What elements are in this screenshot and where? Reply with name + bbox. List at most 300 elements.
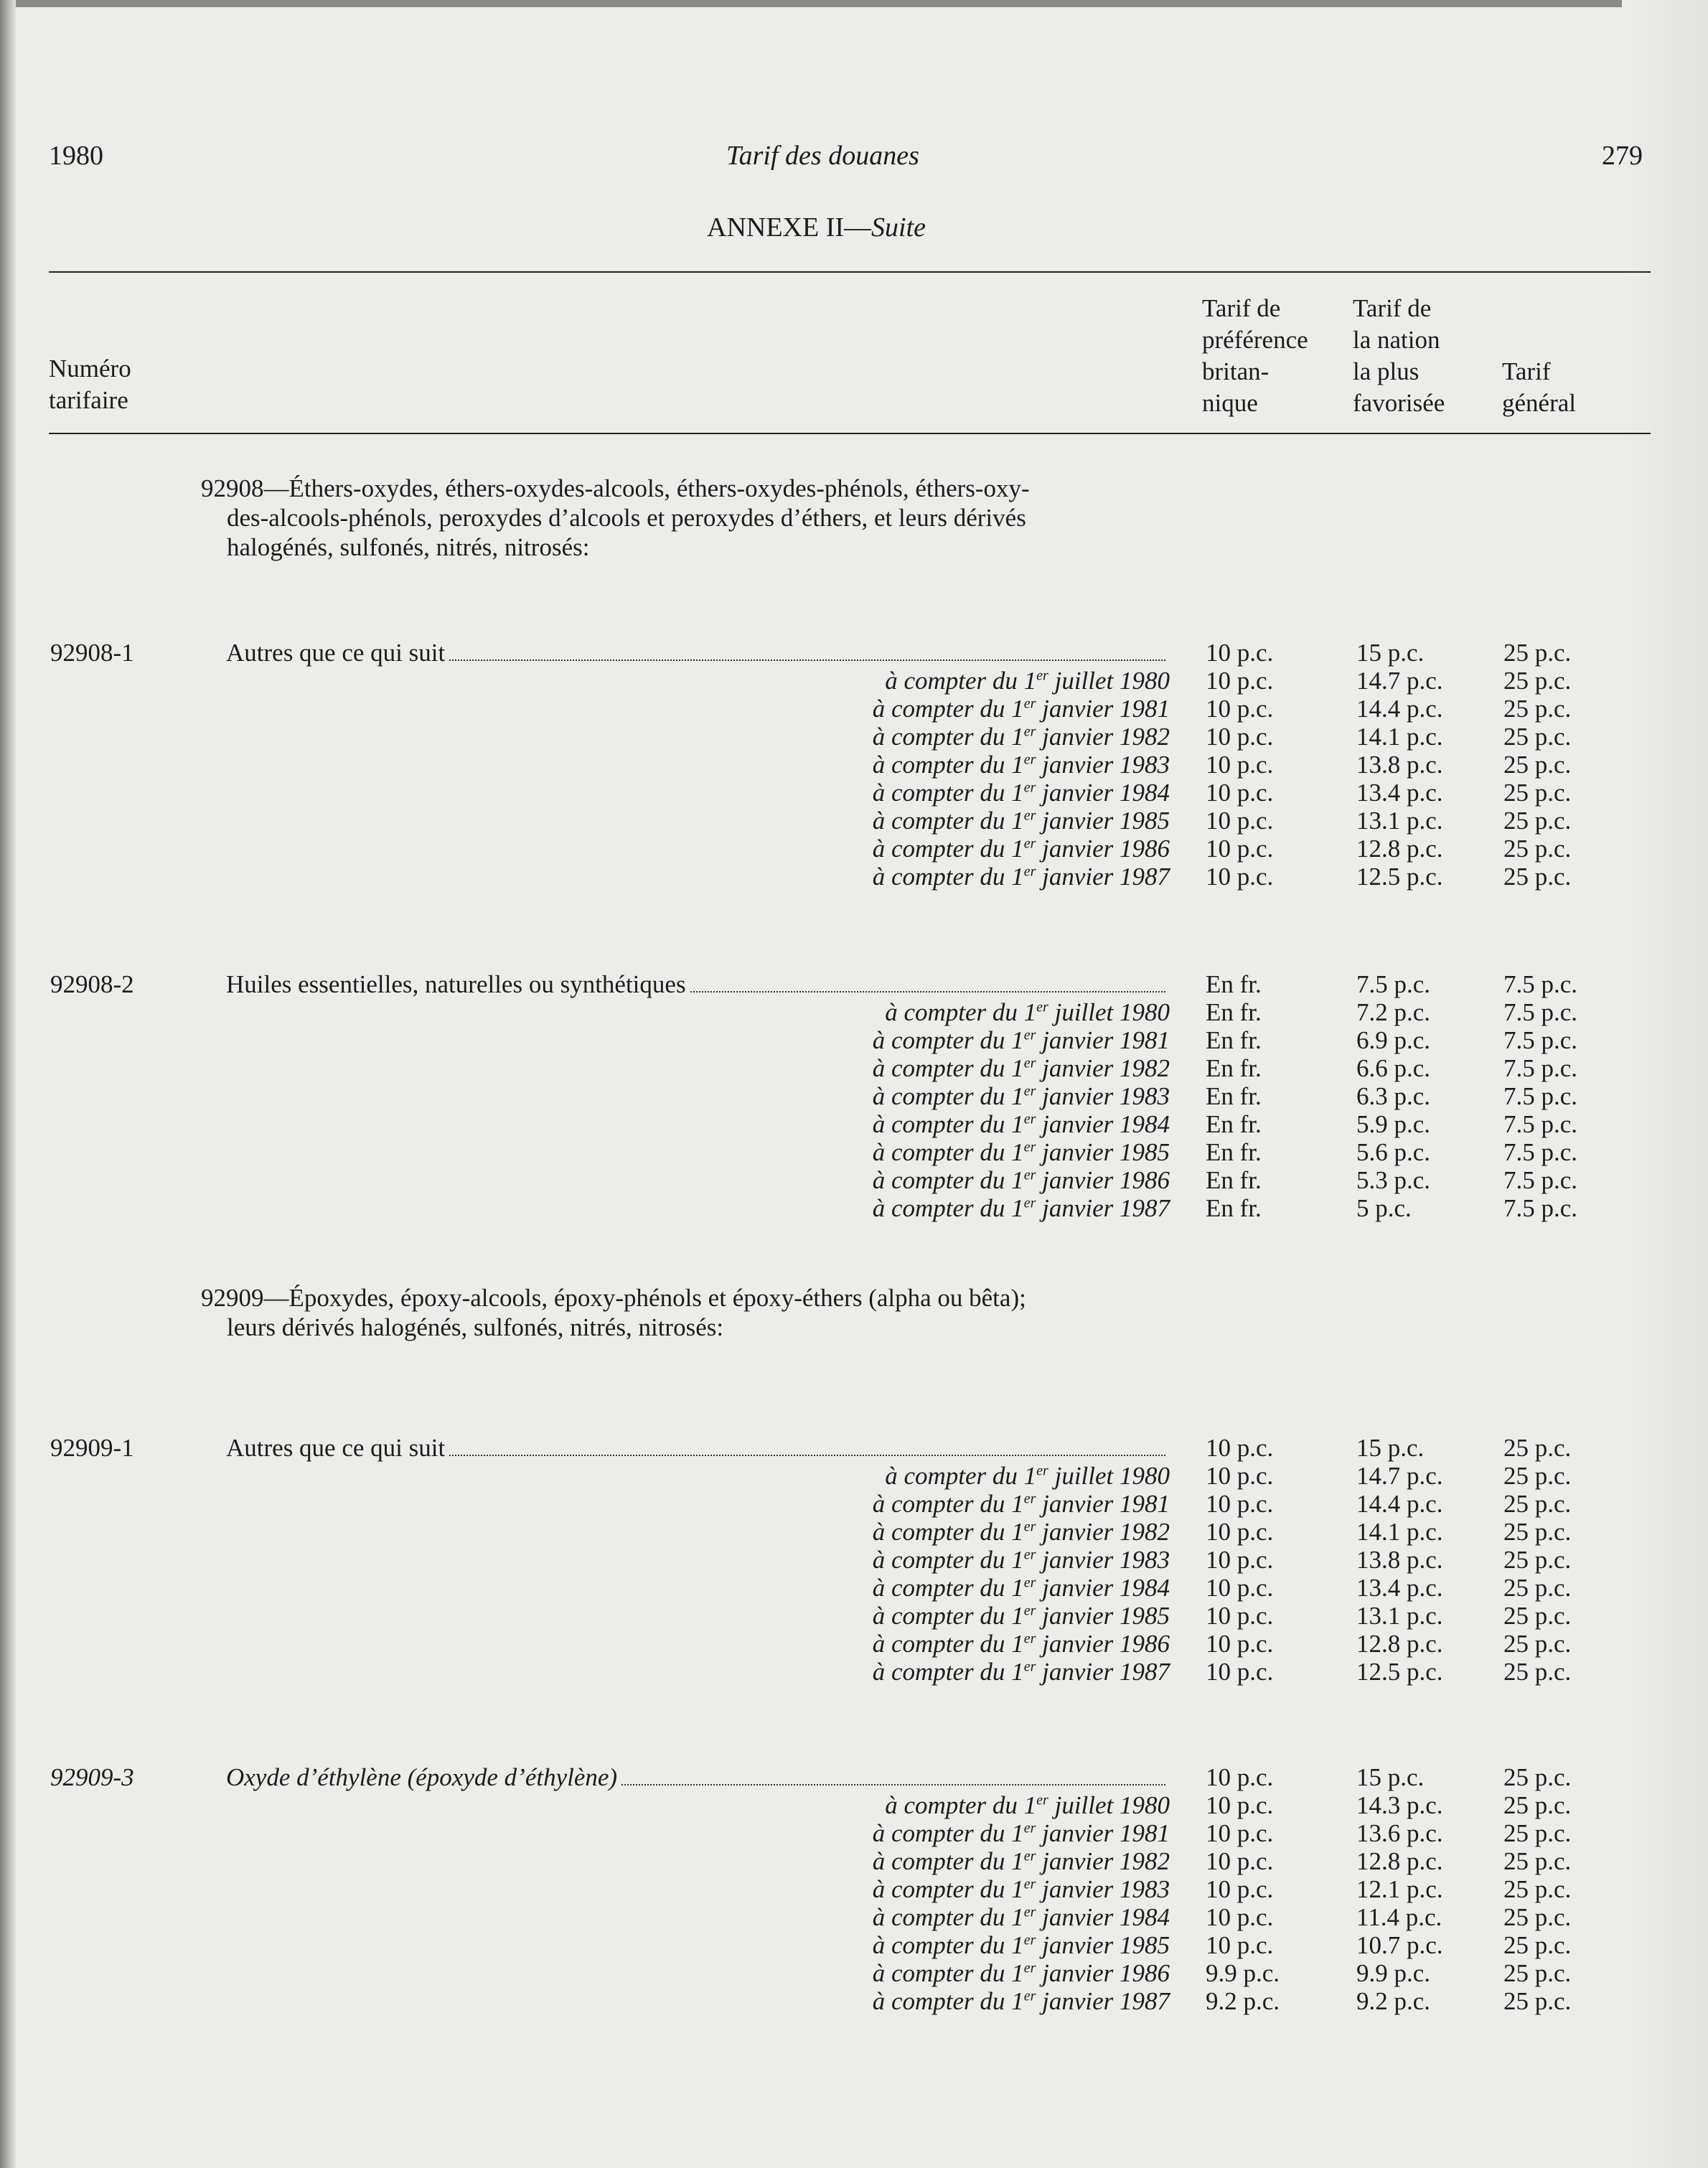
staging-prefix: à compter du 1 bbox=[872, 1959, 1024, 1987]
staging-prefix: à compter du 1 bbox=[872, 1166, 1024, 1194]
staged-row bbox=[0, 1791, 1708, 1819]
staging-prefix: à compter du 1 bbox=[872, 1490, 1024, 1518]
rate-bpt: 10 p.c. bbox=[1206, 639, 1274, 667]
staging-when: janvier 1987 bbox=[1036, 1194, 1170, 1222]
staged-row bbox=[0, 1987, 1708, 2015]
rate-bpt: 10 p.c. bbox=[1206, 1763, 1274, 1791]
staged-row bbox=[0, 1602, 1708, 1630]
rate-general: 25 p.c. bbox=[1503, 1434, 1572, 1462]
staged-row bbox=[0, 863, 1708, 891]
rate-bpt: En fr. bbox=[1206, 1082, 1262, 1110]
staging-prefix: à compter du 1 bbox=[872, 863, 1024, 891]
ordinal-suffix: er bbox=[1023, 807, 1036, 824]
rate-bpt: 10 p.c. bbox=[1206, 1490, 1274, 1518]
rate-bpt: 9.9 p.c. bbox=[1206, 1959, 1280, 1987]
ordinal-suffix: er bbox=[1023, 779, 1036, 796]
rate-general: 25 p.c. bbox=[1503, 751, 1572, 779]
staging-date bbox=[873, 1138, 1170, 1166]
staging-date bbox=[873, 1054, 1170, 1082]
ordinal-suffix: er bbox=[1023, 1055, 1036, 1071]
rate-mfn: 5.9 p.c. bbox=[1356, 1110, 1431, 1138]
staging-prefix: à compter du 1 bbox=[885, 1791, 1037, 1819]
staging-when: janvier 1983 bbox=[1036, 1546, 1170, 1574]
header-year: 1980 bbox=[49, 141, 103, 171]
rate-bpt: 10 p.c. bbox=[1206, 1546, 1274, 1574]
staging-date bbox=[873, 1602, 1170, 1630]
staging-when: janvier 1984 bbox=[1036, 779, 1170, 807]
staged-row bbox=[0, 1518, 1708, 1546]
ordinal-suffix: er bbox=[1036, 1463, 1048, 1479]
staging-when: juillet 1980 bbox=[1048, 1462, 1170, 1490]
rate-mfn: 14.7 p.c. bbox=[1356, 1462, 1443, 1490]
staging-prefix: à compter du 1 bbox=[872, 695, 1024, 723]
staging-prefix: à compter du 1 bbox=[872, 1138, 1024, 1166]
staging-when: janvier 1982 bbox=[1036, 1518, 1170, 1546]
staged-row bbox=[0, 1819, 1708, 1847]
rate-general: 25 p.c. bbox=[1503, 667, 1572, 695]
rate-mfn: 14.4 p.c. bbox=[1356, 695, 1443, 723]
ordinal-suffix: er bbox=[1023, 1195, 1036, 1211]
rate-general: 25 p.c. bbox=[1503, 723, 1572, 751]
rate-bpt: 10 p.c. bbox=[1206, 695, 1274, 723]
annex-title-main: ANNEXE II— bbox=[707, 212, 872, 243]
rate-general: 7.5 p.c. bbox=[1503, 1166, 1578, 1194]
staging-prefix: à compter du 1 bbox=[872, 1054, 1024, 1082]
rate-mfn: 13.4 p.c. bbox=[1356, 1574, 1443, 1602]
staging-date bbox=[873, 1166, 1170, 1194]
tariff-code: 92909-1 bbox=[50, 1434, 134, 1462]
rate-bpt: En fr. bbox=[1206, 1110, 1262, 1138]
staged-row bbox=[0, 1138, 1708, 1166]
rate-general: 25 p.c. bbox=[1503, 639, 1572, 667]
staging-when: janvier 1982 bbox=[1036, 723, 1170, 751]
rate-general: 25 p.c. bbox=[1503, 835, 1572, 863]
staging-date bbox=[873, 1987, 1170, 2015]
rate-general: 25 p.c. bbox=[1503, 779, 1572, 807]
section-heading-line: 92909—Époxydes, époxy-alcools, époxy-phénols et époxy-éthers (alpha ou bêta); bbox=[201, 1284, 1026, 1312]
staging-prefix: à compter du 1 bbox=[872, 1847, 1024, 1875]
rate-mfn: 10.7 p.c. bbox=[1356, 1931, 1443, 1959]
rate-general: 25 p.c. bbox=[1503, 1847, 1572, 1875]
ordinal-suffix: er bbox=[1023, 1820, 1036, 1836]
rate-bpt: 9.2 p.c. bbox=[1206, 1987, 1280, 2015]
rate-general: 25 p.c. bbox=[1503, 1630, 1572, 1658]
staging-date bbox=[873, 751, 1170, 779]
rate-mfn: 12.1 p.c. bbox=[1356, 1875, 1443, 1903]
rate-mfn: 7.5 p.c. bbox=[1356, 970, 1431, 998]
staging-date bbox=[873, 1658, 1170, 1686]
staged-row bbox=[0, 1959, 1708, 1987]
staged-row bbox=[0, 1166, 1708, 1194]
col-head-mfn bbox=[1353, 293, 1445, 419]
rate-general: 25 p.c. bbox=[1503, 863, 1572, 891]
rate-bpt: En fr. bbox=[1206, 1138, 1262, 1166]
staging-date bbox=[873, 1847, 1170, 1875]
rate-general: 25 p.c. bbox=[1503, 1875, 1572, 1903]
staged-row bbox=[0, 779, 1708, 807]
rate-mfn: 13.8 p.c. bbox=[1356, 751, 1443, 779]
staged-row bbox=[0, 1490, 1708, 1518]
rate-bpt: 10 p.c. bbox=[1206, 1574, 1274, 1602]
rate-general: 25 p.c. bbox=[1503, 1903, 1572, 1931]
rate-bpt: 10 p.c. bbox=[1206, 863, 1274, 891]
staged-row bbox=[0, 1847, 1708, 1875]
section-heading-line: leurs dérivés halogénés, sulfonés, nitrés, nitrosés: bbox=[227, 1313, 724, 1341]
staging-when: janvier 1986 bbox=[1036, 835, 1170, 863]
rate-general: 25 p.c. bbox=[1503, 1819, 1572, 1847]
rate-general: 7.5 p.c. bbox=[1503, 1110, 1578, 1138]
staging-date bbox=[873, 1630, 1170, 1658]
rate-mfn: 12.5 p.c. bbox=[1356, 863, 1443, 891]
ordinal-suffix: er bbox=[1023, 1630, 1036, 1647]
rate-general: 7.5 p.c. bbox=[1503, 998, 1578, 1026]
tariff-description-text: Oxyde d’éthylène (époxyde d’éthylène) bbox=[226, 1763, 618, 1791]
staging-when: janvier 1987 bbox=[1036, 1658, 1170, 1686]
dot-leader bbox=[449, 1455, 1165, 1456]
rate-general: 25 p.c. bbox=[1503, 1462, 1572, 1490]
tariff-description-text: Autres que ce qui suit bbox=[226, 639, 446, 667]
staging-prefix: à compter du 1 bbox=[872, 1875, 1024, 1903]
staging-date bbox=[873, 695, 1170, 723]
staging-date bbox=[873, 1518, 1170, 1546]
staging-prefix: à compter du 1 bbox=[885, 998, 1037, 1026]
rate-bpt: 10 p.c. bbox=[1206, 835, 1274, 863]
staging-when: janvier 1982 bbox=[1036, 1054, 1170, 1082]
staging-when: janvier 1985 bbox=[1036, 1138, 1170, 1166]
staged-row bbox=[0, 1194, 1708, 1222]
rate-general: 7.5 p.c. bbox=[1503, 970, 1578, 998]
rate-mfn: 12.5 p.c. bbox=[1356, 1658, 1443, 1686]
section-heading-line: 92908—Éthers-oxydes, éthers-oxydes-alcools, éthers-oxydes-phénols, éthers-oxy- bbox=[201, 474, 1030, 502]
rate-bpt: 10 p.c. bbox=[1206, 1518, 1274, 1546]
annex-title bbox=[707, 212, 926, 243]
ordinal-suffix: er bbox=[1023, 1111, 1036, 1127]
rate-bpt: En fr. bbox=[1206, 1026, 1262, 1054]
rate-bpt: 10 p.c. bbox=[1206, 1847, 1274, 1875]
staging-date bbox=[873, 1026, 1170, 1054]
ordinal-suffix: er bbox=[1023, 1988, 1036, 2004]
staging-date bbox=[873, 723, 1170, 751]
rate-mfn: 14.3 p.c. bbox=[1356, 1791, 1443, 1819]
header-rule-top bbox=[49, 271, 1651, 273]
rate-bpt: 10 p.c. bbox=[1206, 1931, 1274, 1959]
col-head-numero-line: Numéro bbox=[49, 355, 131, 383]
rate-bpt: En fr. bbox=[1206, 1194, 1262, 1222]
staging-prefix: à compter du 1 bbox=[872, 1110, 1024, 1138]
staging-when: janvier 1987 bbox=[1036, 863, 1170, 891]
rate-mfn: 13.6 p.c. bbox=[1356, 1819, 1443, 1847]
header-title: Tarif des douanes bbox=[726, 141, 919, 171]
rate-mfn: 15 p.c. bbox=[1356, 1763, 1425, 1791]
staging-when: janvier 1982 bbox=[1036, 1847, 1170, 1875]
section-heading-line: des-alcools-phénols, peroxydes d’alcools et peroxydes d’éthers, et leurs dérivés bbox=[227, 504, 1026, 532]
rate-general: 25 p.c. bbox=[1503, 1959, 1572, 1987]
rate-general: 25 p.c. bbox=[1503, 1987, 1572, 2015]
staging-when: janvier 1984 bbox=[1036, 1574, 1170, 1602]
rate-mfn: 7.2 p.c. bbox=[1356, 998, 1431, 1026]
ordinal-suffix: er bbox=[1023, 1960, 1036, 1976]
rate-mfn: 12.8 p.c. bbox=[1356, 1630, 1443, 1658]
staged-row bbox=[0, 667, 1708, 695]
tariff-code: 92908-1 bbox=[50, 639, 134, 667]
tariff-description-text: Autres que ce qui suit bbox=[226, 1434, 446, 1462]
staged-row bbox=[0, 998, 1708, 1026]
rate-bpt: En fr. bbox=[1206, 1166, 1262, 1194]
col-head-mfn-line: favorisée bbox=[1353, 389, 1445, 417]
staged-row bbox=[0, 1658, 1708, 1686]
col-head-bpt bbox=[1202, 293, 1308, 419]
ordinal-suffix: er bbox=[1036, 999, 1048, 1015]
page-top-shadow bbox=[0, 0, 1708, 7]
staged-row bbox=[0, 1931, 1708, 1959]
rate-general: 25 p.c. bbox=[1503, 1763, 1572, 1791]
staging-when: janvier 1986 bbox=[1036, 1166, 1170, 1194]
staged-row bbox=[0, 1054, 1708, 1082]
rate-mfn: 13.1 p.c. bbox=[1356, 1602, 1443, 1630]
rate-bpt: 10 p.c. bbox=[1206, 1875, 1274, 1903]
staging-date bbox=[885, 1462, 1170, 1490]
staging-date bbox=[873, 1546, 1170, 1574]
rate-general: 7.5 p.c. bbox=[1503, 1082, 1578, 1110]
section-heading-line: halogénés, sulfonés, nitrés, nitrosés: bbox=[227, 533, 590, 561]
staging-when: janvier 1981 bbox=[1036, 1490, 1170, 1518]
dot-leader bbox=[621, 1784, 1165, 1785]
staging-prefix: à compter du 1 bbox=[872, 1602, 1024, 1630]
staging-prefix: à compter du 1 bbox=[872, 1987, 1024, 2015]
rate-mfn: 6.3 p.c. bbox=[1356, 1082, 1431, 1110]
ordinal-suffix: er bbox=[1023, 1848, 1036, 1864]
staging-when: janvier 1983 bbox=[1036, 751, 1170, 779]
rate-mfn: 9.2 p.c. bbox=[1356, 1987, 1431, 2015]
ordinal-suffix: er bbox=[1023, 1876, 1036, 1892]
col-head-mfn-line: la nation bbox=[1353, 326, 1440, 354]
section-heading-92909 bbox=[201, 1283, 1173, 1342]
staging-date bbox=[873, 1875, 1170, 1903]
rate-general: 25 p.c. bbox=[1503, 1658, 1572, 1686]
col-head-numero-line: tarifaire bbox=[49, 386, 128, 414]
staging-prefix: à compter du 1 bbox=[885, 1462, 1037, 1490]
ordinal-suffix: er bbox=[1036, 667, 1048, 684]
staging-prefix: à compter du 1 bbox=[872, 1546, 1024, 1574]
rate-general: 25 p.c. bbox=[1503, 1602, 1572, 1630]
rate-bpt: 10 p.c. bbox=[1206, 1602, 1274, 1630]
staged-row bbox=[0, 1875, 1708, 1903]
tariff-description-text: Huiles essentielles, naturelles ou synthétiques bbox=[226, 970, 686, 998]
rate-bpt: 10 p.c. bbox=[1206, 1819, 1274, 1847]
rate-general: 25 p.c. bbox=[1503, 1518, 1572, 1546]
col-head-bpt-line: britan- bbox=[1202, 357, 1270, 385]
col-head-bpt-line: préférence bbox=[1202, 326, 1308, 354]
rate-general: 25 p.c. bbox=[1503, 1574, 1572, 1602]
rate-bpt: 10 p.c. bbox=[1206, 1791, 1274, 1819]
col-head-numero bbox=[49, 353, 131, 416]
ordinal-suffix: er bbox=[1036, 1792, 1048, 1808]
staging-date bbox=[873, 1574, 1170, 1602]
staging-prefix: à compter du 1 bbox=[872, 1518, 1024, 1546]
rate-bpt: 10 p.c. bbox=[1206, 723, 1274, 751]
staging-prefix: à compter du 1 bbox=[872, 1630, 1024, 1658]
rate-mfn: 13.1 p.c. bbox=[1356, 807, 1443, 835]
ordinal-suffix: er bbox=[1023, 695, 1036, 712]
staging-when: janvier 1986 bbox=[1036, 1959, 1170, 1987]
staged-row bbox=[0, 751, 1708, 779]
ordinal-suffix: er bbox=[1023, 723, 1036, 740]
ordinal-suffix: er bbox=[1023, 1904, 1036, 1920]
rate-mfn: 12.8 p.c. bbox=[1356, 1847, 1443, 1875]
staged-row bbox=[0, 1110, 1708, 1138]
rate-bpt: 10 p.c. bbox=[1206, 751, 1274, 779]
rate-bpt: 10 p.c. bbox=[1206, 1434, 1274, 1462]
rate-bpt: 10 p.c. bbox=[1206, 1462, 1274, 1490]
rate-mfn: 12.8 p.c. bbox=[1356, 835, 1443, 863]
staging-prefix: à compter du 1 bbox=[872, 1082, 1024, 1110]
rate-bpt: 10 p.c. bbox=[1206, 807, 1274, 835]
staging-prefix: à compter du 1 bbox=[872, 1819, 1024, 1847]
dot-leader bbox=[690, 991, 1165, 993]
staging-date bbox=[873, 1082, 1170, 1110]
col-head-general bbox=[1502, 356, 1576, 419]
staging-when: janvier 1985 bbox=[1036, 807, 1170, 835]
rate-mfn: 13.4 p.c. bbox=[1356, 779, 1443, 807]
staging-when: janvier 1983 bbox=[1036, 1875, 1170, 1903]
ordinal-suffix: er bbox=[1023, 1139, 1036, 1155]
rate-mfn: 5.3 p.c. bbox=[1356, 1166, 1431, 1194]
tariff-code: 92908-2 bbox=[50, 970, 134, 998]
staged-row bbox=[0, 1026, 1708, 1054]
staging-date bbox=[873, 1959, 1170, 1987]
rate-general: 7.5 p.c. bbox=[1503, 1054, 1578, 1082]
staging-prefix: à compter du 1 bbox=[872, 807, 1024, 835]
rate-general: 7.5 p.c. bbox=[1503, 1194, 1578, 1222]
rate-general: 7.5 p.c. bbox=[1503, 1026, 1578, 1054]
ordinal-suffix: er bbox=[1023, 1547, 1036, 1563]
ordinal-suffix: er bbox=[1023, 863, 1036, 880]
rate-bpt: 10 p.c. bbox=[1206, 1903, 1274, 1931]
section-heading-92908 bbox=[201, 474, 1173, 562]
staging-date bbox=[885, 667, 1170, 695]
staging-date bbox=[873, 807, 1170, 835]
header-rule-bottom bbox=[49, 433, 1651, 434]
tariff-code: 92909-3 bbox=[50, 1763, 134, 1791]
staging-when: janvier 1983 bbox=[1036, 1082, 1170, 1110]
rate-general: 25 p.c. bbox=[1503, 1931, 1572, 1959]
staging-when: janvier 1985 bbox=[1036, 1931, 1170, 1959]
annex-title-suffix: Suite bbox=[871, 212, 926, 243]
staging-prefix: à compter du 1 bbox=[872, 1026, 1024, 1054]
staging-prefix: à compter du 1 bbox=[872, 1931, 1024, 1959]
rate-mfn: 6.6 p.c. bbox=[1356, 1054, 1431, 1082]
staging-prefix: à compter du 1 bbox=[872, 1903, 1024, 1931]
staging-prefix: à compter du 1 bbox=[872, 779, 1024, 807]
col-head-general-line: général bbox=[1502, 389, 1576, 417]
rate-mfn: 15 p.c. bbox=[1356, 639, 1425, 667]
ordinal-suffix: er bbox=[1023, 1932, 1036, 1948]
staging-when: janvier 1981 bbox=[1036, 1819, 1170, 1847]
staging-date bbox=[873, 779, 1170, 807]
rate-mfn: 9.9 p.c. bbox=[1356, 1959, 1431, 1987]
header-page-number: 279 bbox=[1602, 141, 1643, 171]
staged-row bbox=[0, 695, 1708, 723]
staging-prefix: à compter du 1 bbox=[872, 1194, 1024, 1222]
staging-when: janvier 1981 bbox=[1036, 1026, 1170, 1054]
ordinal-suffix: er bbox=[1023, 1519, 1036, 1535]
rate-mfn: 14.1 p.c. bbox=[1356, 1518, 1443, 1546]
ordinal-suffix: er bbox=[1023, 1083, 1036, 1099]
ordinal-suffix: er bbox=[1023, 1491, 1036, 1507]
staged-row bbox=[0, 1082, 1708, 1110]
staging-date bbox=[873, 1194, 1170, 1222]
staged-row bbox=[0, 1903, 1708, 1931]
rate-mfn: 5.6 p.c. bbox=[1356, 1138, 1431, 1166]
ordinal-suffix: er bbox=[1023, 835, 1036, 852]
staging-date bbox=[873, 1931, 1170, 1959]
ordinal-suffix: er bbox=[1023, 1027, 1036, 1043]
rate-general: 25 p.c. bbox=[1503, 1791, 1572, 1819]
staging-when: janvier 1985 bbox=[1036, 1602, 1170, 1630]
staging-prefix: à compter du 1 bbox=[872, 1574, 1024, 1602]
tariff-row bbox=[0, 1763, 1708, 1791]
staged-row bbox=[0, 723, 1708, 751]
staging-date bbox=[885, 1791, 1170, 1819]
staged-row bbox=[0, 835, 1708, 863]
rate-bpt: En fr. bbox=[1206, 970, 1262, 998]
staging-prefix: à compter du 1 bbox=[872, 751, 1024, 779]
tariff-row bbox=[0, 639, 1708, 667]
col-head-bpt-line: nique bbox=[1202, 389, 1258, 417]
staging-when: janvier 1981 bbox=[1036, 695, 1170, 723]
rate-general: 7.5 p.c. bbox=[1503, 1138, 1578, 1166]
staged-row bbox=[0, 1574, 1708, 1602]
staging-when: juillet 1980 bbox=[1048, 667, 1170, 695]
tariff-description bbox=[226, 970, 1170, 998]
rate-mfn: 5 p.c. bbox=[1356, 1194, 1412, 1222]
rate-mfn: 14.7 p.c. bbox=[1356, 667, 1443, 695]
col-head-mfn-line: la plus bbox=[1353, 357, 1420, 385]
rate-bpt: 10 p.c. bbox=[1206, 1658, 1274, 1686]
tariff-row bbox=[0, 970, 1708, 998]
ordinal-suffix: er bbox=[1023, 1575, 1036, 1591]
staging-when: janvier 1986 bbox=[1036, 1630, 1170, 1658]
staging-prefix: à compter du 1 bbox=[872, 835, 1024, 863]
col-head-bpt-line: Tarif de bbox=[1202, 294, 1281, 322]
staging-when: janvier 1987 bbox=[1036, 1987, 1170, 2015]
staging-date bbox=[873, 1490, 1170, 1518]
rate-general: 25 p.c. bbox=[1503, 695, 1572, 723]
staging-prefix: à compter du 1 bbox=[885, 667, 1037, 695]
rate-bpt: 10 p.c. bbox=[1206, 779, 1274, 807]
staging-date bbox=[873, 835, 1170, 863]
col-head-mfn-line: Tarif de bbox=[1353, 294, 1432, 322]
staged-row bbox=[0, 1546, 1708, 1574]
rate-mfn: 14.1 p.c. bbox=[1356, 723, 1443, 751]
rate-mfn: 13.8 p.c. bbox=[1356, 1546, 1443, 1574]
tariff-description bbox=[226, 1434, 1170, 1462]
ordinal-suffix: er bbox=[1023, 1602, 1036, 1619]
rate-bpt: En fr. bbox=[1206, 998, 1262, 1026]
ordinal-suffix: er bbox=[1023, 751, 1036, 768]
rate-mfn: 14.4 p.c. bbox=[1356, 1490, 1443, 1518]
rate-general: 25 p.c. bbox=[1503, 1546, 1572, 1574]
rate-mfn: 15 p.c. bbox=[1356, 1434, 1425, 1462]
staging-prefix: à compter du 1 bbox=[872, 723, 1024, 751]
staging-date bbox=[873, 1110, 1170, 1138]
dot-leader bbox=[449, 660, 1165, 661]
ordinal-suffix: er bbox=[1023, 1167, 1036, 1183]
rate-mfn: 6.9 p.c. bbox=[1356, 1026, 1431, 1054]
rate-mfn: 11.4 p.c. bbox=[1356, 1903, 1442, 1931]
tariff-description bbox=[226, 1763, 1170, 1791]
col-head-general-line: Tarif bbox=[1502, 357, 1551, 385]
